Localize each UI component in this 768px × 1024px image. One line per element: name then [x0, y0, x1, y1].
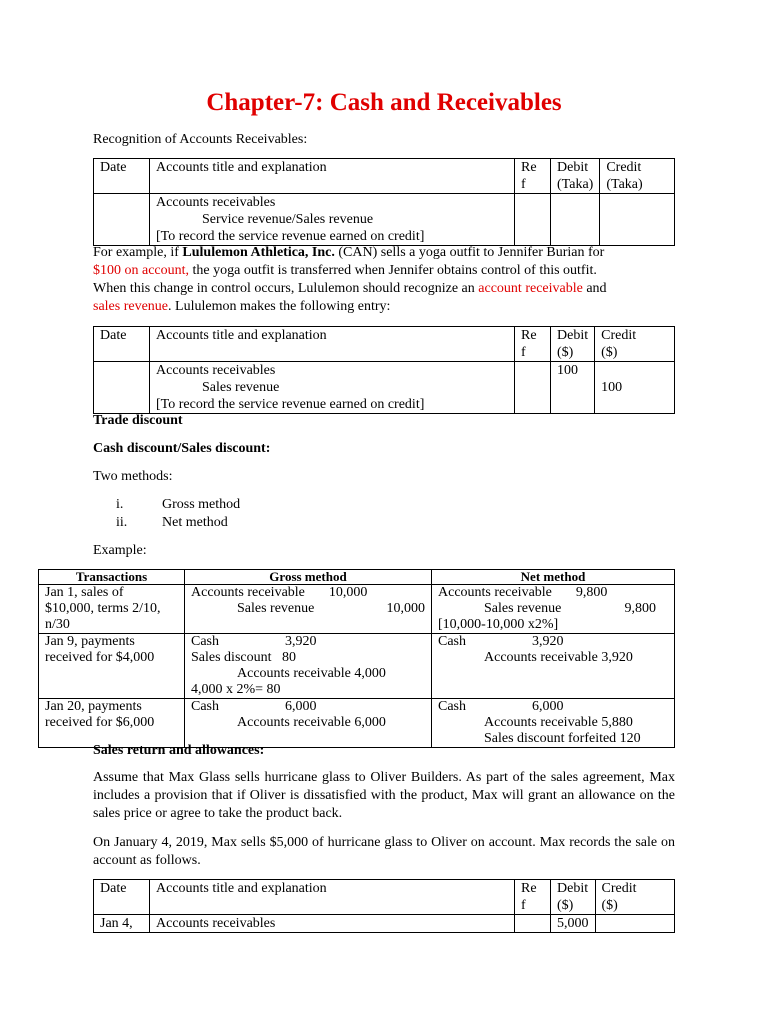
- header-gross: Gross method: [185, 570, 432, 585]
- method-list-item: i. Gross method: [116, 497, 241, 512]
- cell-ref: [515, 915, 551, 933]
- journal-table-max-glass: [93, 879, 675, 933]
- recognition-heading: Recognition of Accounts Receivables:: [93, 132, 308, 147]
- header-debit: Debit ($): [551, 880, 596, 915]
- paragraph-assume: Assume that Max Glass sells hurricane glass to Oliver Builders. As part of the sales agreement, Max includes a provision that if Oliver is dissatisfied with the product, Max will grant an allowance on the sales price or agree to take the product back.: [93, 770, 675, 821]
- cell-transaction: Jan 1, sales of $10,000, terms 2/10, n/30: [39, 585, 185, 634]
- header-credit: Credit (Taka): [600, 159, 675, 194]
- cash-discount-heading: Cash discount/Sales discount:: [93, 441, 271, 456]
- cell-transaction: Jan 9, payments received for $4,000: [39, 634, 185, 699]
- cell-ref: [515, 194, 551, 246]
- cell-entry: Accounts receivables Service revenue/Sales revenue [To record the service revenue earned on credit]: [150, 194, 515, 246]
- page-title: Chapter-7: Cash and Receivables: [206, 89, 562, 116]
- cell-date: Jan 4,: [94, 915, 150, 933]
- example-paragraph: For example, if Lululemon Athletica, Inc. (CAN) sells a yoga outfit to Jennifer Burian for $100 on account, the yoga outfit is transferred when Jennifer obtains control of this outfit. When this change in control occurs, Lululemon should recognize an account receivable and sales revenue. Lululemon makes the following entry:: [93, 245, 607, 314]
- method-list-item: ii. Net method: [116, 515, 228, 530]
- cell-credit: 100: [595, 362, 675, 414]
- header-debit: Debit (Taka): [551, 159, 600, 194]
- sales-return-heading: Sales return and allowances:: [93, 743, 265, 758]
- cell-net: Cash 6,000 Accounts receivable 5,880 Sales discount forfeited 120: [432, 699, 675, 748]
- cell-gross: Accounts receivable 10,000 Sales revenue 10,000: [185, 585, 432, 634]
- journal-table-recognition: [93, 158, 675, 246]
- cell-entry: Accounts receivables: [150, 915, 515, 933]
- header-transactions: Transactions: [39, 570, 185, 585]
- header-title: Accounts title and explanation: [150, 159, 515, 194]
- header-date: Date: [94, 880, 150, 915]
- header-title: Accounts title and explanation: [150, 880, 515, 915]
- cell-entry: Accounts receivables Sales revenue [To record the service revenue earned on credit]: [150, 362, 515, 414]
- header-ref: Re f: [515, 159, 551, 194]
- cell-net: Accounts receivable 9,800 Sales revenue 9,800 [10,000-10,000 x2%]: [432, 585, 675, 634]
- cell-credit: [600, 194, 675, 246]
- paragraph-jan4: On January 4, 2019, Max sells $5,000 of hurricane glass to Oliver on account. Max records the sale on account as follows.: [93, 835, 675, 868]
- header-credit: Credit ($): [595, 880, 675, 915]
- header-title: Accounts title and explanation: [150, 327, 515, 362]
- cell-debit: [551, 194, 600, 246]
- cell-debit: 5,000: [551, 915, 596, 933]
- header-ref: Re f: [515, 880, 551, 915]
- cell-date: [94, 194, 150, 246]
- cell-gross: Cash 3,920 Sales discount 80 Accounts receivable 4,000 4,000 x 2%= 80: [185, 634, 432, 699]
- header-credit: Credit ($): [595, 327, 675, 362]
- cell-debit: 100: [551, 362, 595, 414]
- example-label: Example:: [93, 543, 147, 558]
- journal-table-lululemon: [93, 326, 675, 414]
- cell-net: Cash 3,920 Accounts receivable 3,920: [432, 634, 675, 699]
- two-methods-label: Two methods:: [93, 469, 173, 484]
- header-ref: Re f: [515, 327, 551, 362]
- header-net: Net method: [432, 570, 675, 585]
- trade-discount-heading: Trade discount: [93, 413, 183, 428]
- cell-transaction: Jan 20, payments received for $6,000: [39, 699, 185, 748]
- cell-gross: Cash 6,000 Accounts receivable 6,000: [185, 699, 432, 748]
- header-date: Date: [94, 327, 150, 362]
- header-date: Date: [94, 159, 150, 194]
- cell-date: [94, 362, 150, 414]
- cell-credit: [595, 915, 675, 933]
- cell-ref: [515, 362, 551, 414]
- discount-methods-table: [38, 569, 675, 748]
- header-debit: Debit ($): [551, 327, 595, 362]
